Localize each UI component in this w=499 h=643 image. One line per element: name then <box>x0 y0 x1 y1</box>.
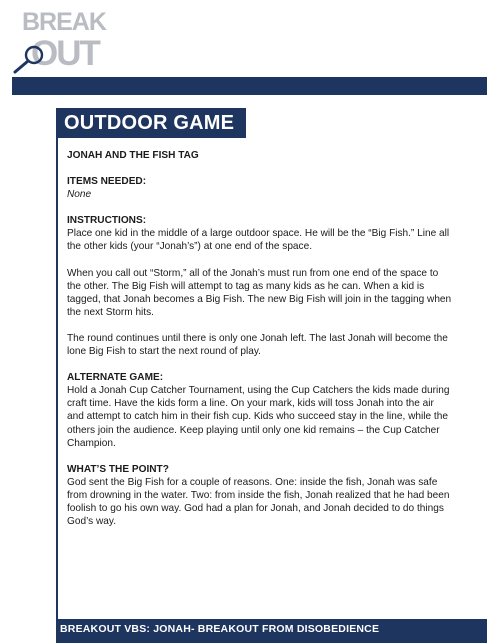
game-content <box>67 149 452 528</box>
items-value: None <box>67 189 92 201</box>
instructions-paragraph-1: Place one kid in the middle of a large outdoor space. He will be the “Big Fish.” Line all the other kids (your “Jonah’s”) at one end of the space. <box>67 228 450 253</box>
logo-out-text: OUT <box>31 34 99 73</box>
items-heading: ITEMS NEEDED: <box>67 176 147 188</box>
point-heading: WHAT’S THE POINT? <box>67 463 169 475</box>
footer-bar: BREAKOUT VBS: JONAH- BREAKOUT FROM DISOBEDIENCE <box>56 619 487 643</box>
breakout-logo <box>12 8 106 74</box>
magnifying-glass-icon <box>12 44 46 74</box>
game-name: JONAH AND THE FISH TAG <box>67 150 199 161</box>
point-text: God sent the Big Fish for a couple of reasons. One: inside the fish, Jonah was safe from drowning in the water. Two: from inside the fish, Jonah realized that he had been foolish to go his own way. God had a plan for Jonah, and Jonah decided to do things God’s way. <box>67 476 450 528</box>
header-bar <box>12 77 487 95</box>
logo-break-text: BREAK <box>22 8 106 36</box>
instructions-paragraph-2: When you call out “Storm,” all of the Jonah’s must run from one end of the space to the other. The Big Fish will attempt to tag as many kids as he can. When a kid is tagged, that Jonah becomes a Big Fish. The new Big Fish will join in the tagging when the next Storm hits. <box>67 267 452 318</box>
alternate-text: Hold a Jonah Cup Catcher Tournament, using the Cup Catchers the kids made during craft time. Have the kids form a line. On your mark, kids will toss Jonah into the air and attempt to catch him in their fish cup. Kids who succeed stay in the line, while the others join the audience. Keep playing until only one kid remains – the Cup Catcher Champion. <box>67 385 450 449</box>
instructions-paragraph-3: The round continues until there is only one Jonah left. The last Jonah will become the lone Big Fish to start the next round of play. <box>67 332 448 358</box>
section-title: OUTDOOR GAME <box>56 108 246 138</box>
left-divider <box>56 128 58 628</box>
alternate-heading: ALTERNATE GAME: <box>67 372 164 384</box>
instructions-heading: INSTRUCTIONS: <box>67 215 147 227</box>
